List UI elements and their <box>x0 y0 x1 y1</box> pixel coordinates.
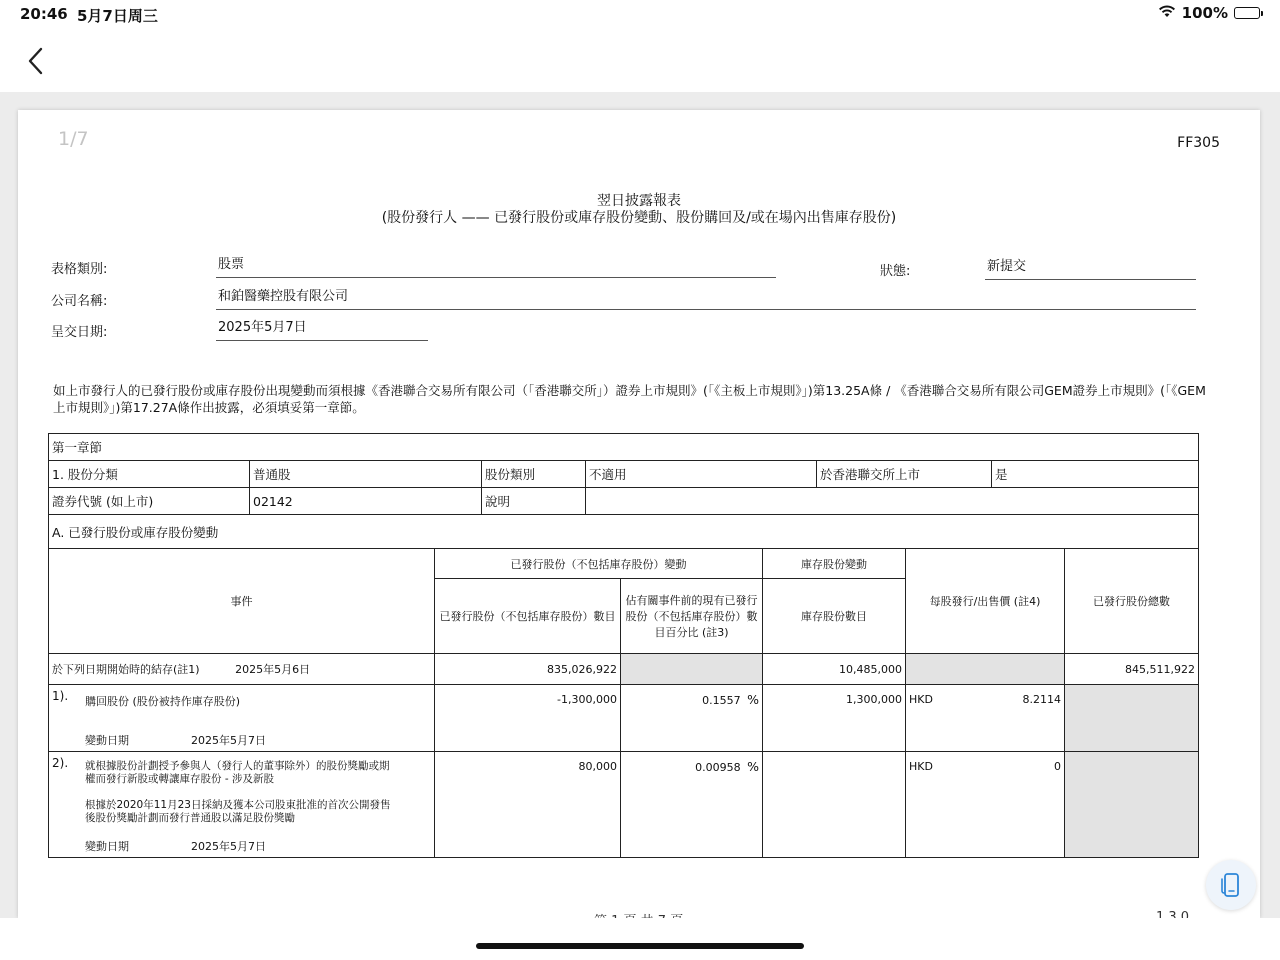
listed-label: 於香港聯交所上市 <box>817 461 992 488</box>
header-total: 已發行股份總數 <box>1065 549 1199 654</box>
table-row <box>49 654 1199 685</box>
description-label: 說明 <box>482 488 586 515</box>
event-number: 2). <box>52 756 69 770</box>
opening-date: 2025年5月6日 <box>235 663 311 676</box>
event-description-detail: 根據於2020年11月23日採納及獲本公司股東批准的首次公開發售後股份獎勵計劃而發行普通股以滿足股份獎勵 <box>85 799 391 824</box>
battery-icon <box>1234 7 1260 19</box>
company-name-label: 公司名稱: <box>51 294 108 309</box>
status-value: 新提交 <box>985 258 1196 280</box>
pct-unit: % <box>747 759 759 774</box>
event-cell-1 <box>49 685 435 752</box>
opening-label: 於下列日期開始時的結存(註1) <box>52 663 200 676</box>
share-class-value: 普通股 <box>250 461 482 488</box>
currency: HKD <box>909 760 933 773</box>
back-button[interactable] <box>22 46 52 76</box>
form-code: FF305 <box>1177 135 1220 151</box>
header-issued-count: 已發行股份（不包括庫存股份）數目 <box>435 579 621 654</box>
page-indicator: 1/7 <box>58 128 89 150</box>
share-class-label: 1. 股份分類 <box>49 461 250 488</box>
header-treasury-group: 庫存股份變動 <box>763 549 906 579</box>
form-type-label: 表格類別: <box>51 262 108 277</box>
pct-value: 0.00958 <box>695 761 741 774</box>
event-description: 就根據股份計劃授予參與人（發行人的董事除外）的股份獎勵或期權而發行新股或轉讓庫存股份 - 涉及新股 <box>85 760 390 785</box>
price-cell-1 <box>906 685 1065 752</box>
price-cell-2 <box>906 752 1065 858</box>
event-number: 1). <box>52 689 69 703</box>
status-indicators <box>1158 4 1260 22</box>
issued-pct-1 <box>621 685 763 752</box>
change-date: 2025年5月7日 <box>191 734 266 747</box>
header-issued-pct: 佔有關事件前的現有已發行股份（不包括庫存股份）數目百分比 (註3) <box>621 579 763 654</box>
issued-pct-2 <box>621 752 763 858</box>
price-value: 8.2114 <box>1022 693 1061 706</box>
table-row <box>49 685 1199 752</box>
status-bar <box>0 0 1280 30</box>
wifi-icon <box>1158 4 1176 22</box>
section-one-title: 第一章節 <box>49 434 1199 461</box>
opening-treasury: 10,485,000 <box>763 654 906 685</box>
change-date-label: 變動日期 <box>85 734 129 747</box>
change-date: 2025年5月7日 <box>191 840 266 853</box>
header-price: 每股發行/出售價 (註4) <box>906 549 1065 654</box>
description-value <box>586 488 1199 515</box>
section-one-table <box>48 433 1199 549</box>
submission-date-value: 2025年5月7日 <box>216 319 428 341</box>
opening-balance-cell <box>49 654 435 685</box>
currency: HKD <box>909 693 933 706</box>
opening-total: 845,511,922 <box>1065 654 1199 685</box>
form-type-value: 股票 <box>216 256 776 278</box>
event-cell-2 <box>49 752 435 858</box>
header-issued-group: 已發行股份（不包括庫存股份）變動 <box>435 549 763 579</box>
page-footer <box>0 908 1280 918</box>
share-type-value: 不適用 <box>586 461 817 488</box>
change-date-label: 變動日期 <box>85 840 129 853</box>
disclosure-intro: 如上市發行人的已發行股份或庫存股份出現變動而須根據《香港聯合交易所有限公司（「香港聯交所」）證券上市規則》(「《主板上市規則》」)第13.25A條 / 《香港聯合交易所有限公司GEM證券上市規則》(「《GEM上市規則》」)第17.27A條作出披露，必須填妥第一章節。 <box>53 383 1206 415</box>
issued-change-1: -1,300,000 <box>435 685 621 752</box>
listed-value: 是 <box>992 461 1199 488</box>
price-value: 0 <box>1054 760 1061 773</box>
status-date: 5月7日周三 <box>77 7 158 25</box>
document-page <box>18 110 1260 918</box>
document-title: 翌日披露報表 <box>597 193 681 209</box>
event-description: 購回股份 (股份被持作庫存股份) <box>85 695 241 708</box>
table-row <box>49 752 1199 858</box>
status-label: 狀態: <box>880 264 911 279</box>
submission-date-label: 呈交日期: <box>51 325 108 340</box>
rotate-screen-button[interactable] <box>1206 860 1256 910</box>
home-indicator[interactable] <box>476 943 804 949</box>
opening-issued: 835,026,922 <box>435 654 621 685</box>
rotate-icon <box>1218 870 1244 900</box>
chevron-left-icon <box>22 46 52 76</box>
header-treasury-count: 庫存股份數目 <box>763 579 906 654</box>
share-type-label: 股份類別 <box>482 461 586 488</box>
treasury-change-1: 1,300,000 <box>763 685 906 752</box>
treasury-change-2 <box>763 752 906 858</box>
section-a-title: A. 已發行股份或庫存股份變動 <box>49 515 1199 549</box>
issued-change-2: 80,000 <box>435 752 621 858</box>
pct-value: 0.1557 <box>702 694 741 707</box>
section-a-table <box>48 548 1199 858</box>
pct-unit: % <box>747 692 759 707</box>
status-time: 20:46 <box>20 5 68 23</box>
document-subtitle: (股份發行人 —— 已發行股份或庫存股份變動、股份購回及/或在場內出售庫存股份) <box>381 210 897 226</box>
stock-code-value: 02142 <box>250 488 482 515</box>
company-name-value: 和鉑醫藥控股有限公司 <box>216 288 1196 310</box>
header-event: 事件 <box>49 549 435 654</box>
battery-percent: 100% <box>1181 4 1228 22</box>
stock-code-label: 證券代號 (如上市) <box>49 488 250 515</box>
